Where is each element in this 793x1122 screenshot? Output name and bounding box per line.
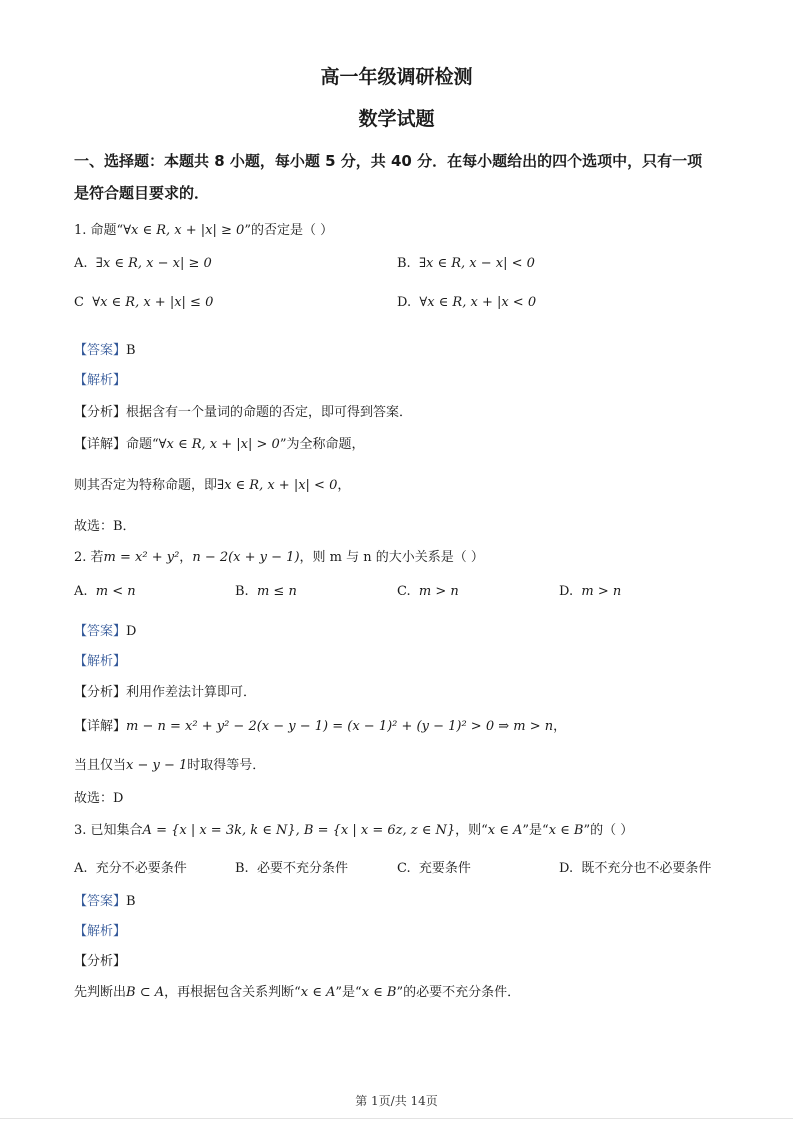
q1-option-a: A. ∃x ∈ R, x − x| ≥ 0 xyxy=(74,256,212,271)
q2-option-b: B. m ≤ n xyxy=(235,584,297,599)
q1-stem-formula: ∀x ∈ R, x + |x| ≥ 0 xyxy=(123,223,245,238)
section-heading-line1: 一、选择题：本题共 8 小题，每小题 5 分，共 40 分．在每小题给出的四个选项中，只有一项 xyxy=(74,152,703,170)
q1-option-d: D. ∀x ∈ R, x + |x < 0 xyxy=(397,295,537,310)
q1-detail-line2: 则其否定为特称命题，即∃x ∈ R, x + |x| < 0， xyxy=(74,478,351,493)
page-title: 高一年级调研检测 xyxy=(320,66,473,88)
q3-option-a: A. 充分不必要条件 xyxy=(74,861,187,876)
q1-detail: 【详解】命题“∀x ∈ R, x + |x| > 0”为全称命题， xyxy=(74,437,365,452)
q2-option-a: A. m < n xyxy=(74,584,136,599)
q2-analysis: 【分析】利用作差法计算即可． xyxy=(74,685,257,700)
q2-equality: 当且仅当x − y − 1时取得等号． xyxy=(74,758,266,773)
q1-answer: 【答案】B xyxy=(74,343,136,358)
q1-analysis: 【分析】根据含有一个量词的命题的否定，即可得到答案． xyxy=(74,405,413,420)
q2-answer: 【答案】D xyxy=(74,624,137,639)
q1-conclusion: 故选：B． xyxy=(74,519,136,534)
q1-stem: 1. 命题“∀x ∈ R, x + |x| ≥ 0”的否定是（ ） xyxy=(74,223,334,238)
q2-stem: 2. 若m = x² + y²，n − 2(x + y − 1)，则 m 与 n 的大小关系是（ ） xyxy=(74,550,484,565)
q3-option-c: C. 充要条件 xyxy=(397,861,471,876)
q1-option-b: B. ∃x ∈ R, x − x| < 0 xyxy=(397,256,535,271)
q3-analysis-tag: 【分析】 xyxy=(74,954,127,969)
q2-explain-tag: 【解析】 xyxy=(74,654,127,669)
q1-explain-tag: 【解析】 xyxy=(74,373,127,388)
q2-option-c: C. m > n xyxy=(397,584,459,599)
page-footer: 第 1页/共 14页 xyxy=(355,1094,438,1108)
q3-stem: 3. 已知集合A = {x | x = 3k, k ∈ N}, B = {x | x = 6z, z ∈ N}，则“x ∈ A”是“x ∈ B”的（ ） xyxy=(74,823,634,838)
section-heading-line2: 是符合题目要求的． xyxy=(74,184,210,202)
q2-conclusion: 故选：D xyxy=(74,791,124,806)
q1-option-c: C ∀x ∈ R, x + |x| ≤ 0 xyxy=(74,295,214,310)
answer-tag: 【答案】 xyxy=(74,343,127,358)
q3-explain-tag: 【解析】 xyxy=(74,924,127,939)
q3-analysis-line: 先判断出B ⊂ A，再根据包含关系判断“x ∈ A”是“x ∈ B”的必要不充分条件． xyxy=(74,985,521,1000)
page-subtitle: 数学试题 xyxy=(358,108,435,130)
q2-detail: 【详解】m − n = x² + y² − 2(x − y − 1) = (x − 1)² + (y − 1)² > 0 ⇒ m > n， xyxy=(74,719,567,734)
q3-answer: 【答案】B xyxy=(74,894,136,909)
q3-option-b: B. 必要不充分条件 xyxy=(235,861,348,876)
bottom-divider xyxy=(0,1118,793,1119)
q3-option-d: D. 既不充分也不必要条件 xyxy=(559,861,712,876)
q2-option-d: D. m > n xyxy=(559,584,622,599)
